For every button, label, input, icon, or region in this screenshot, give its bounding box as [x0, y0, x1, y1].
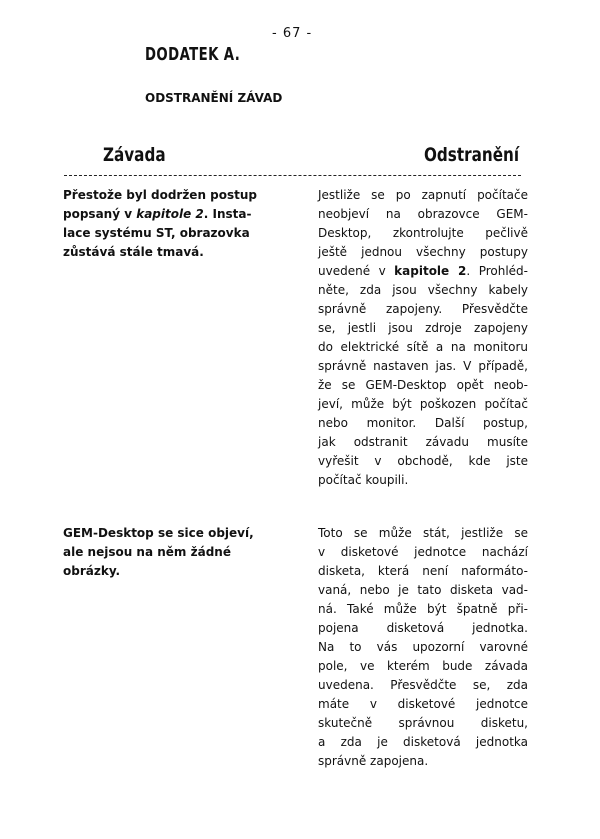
text-line: uvedené v kapitole 2. Prohléd- — [318, 264, 529, 278]
text-line: jeví, může být poškozen počítač — [318, 397, 528, 411]
text-line: správně nastaven jas. V případě, — [318, 359, 528, 373]
appendix-title: DODATEK A. — [145, 44, 241, 65]
text-line: počítač koupili. — [318, 473, 409, 487]
text-line: neobjeví na obrazovce GEM- — [318, 207, 528, 221]
page-number: - 67 - — [272, 26, 313, 41]
solution-cell-1 — [318, 186, 528, 490]
text-line: máte v disketové jednotce — [318, 697, 528, 711]
text-line: popsaný v kapitole 2. Insta- — [63, 207, 252, 221]
text-line: pojena disketová jednotka. — [318, 621, 528, 635]
text-line: skutečně správnou disketu, — [318, 716, 528, 730]
text-line: Desktop, zkontrolujte pečlivě — [318, 226, 528, 240]
text-line: nebo monitor. Další postup, — [318, 416, 528, 430]
text-line: disketa, která není naformáto- — [318, 564, 528, 578]
text-line: GEM-Desktop se sice objeví, — [63, 526, 254, 540]
text-line: lace systému ST, obrazovka — [63, 226, 250, 240]
problem-cell-2 — [63, 524, 268, 581]
dashed-divider — [64, 175, 521, 176]
text-line: a zda je disketová jednotka — [318, 735, 528, 749]
text-line: jak odstranit závadu musíte — [318, 435, 528, 449]
column-header-problem: Závada — [103, 144, 166, 166]
column-header-solution: Odstranění — [424, 144, 520, 166]
section-title: ODSTRANĚNÍ ZÁVAD — [145, 91, 283, 105]
solution-cell-2 — [318, 524, 528, 771]
text-line: pole, ve kterém bude závada — [318, 659, 528, 673]
text-line: něte, zda jsou všechny kabely — [318, 283, 528, 297]
text-line: obrázky. — [63, 564, 121, 578]
text-line: že se GEM-Desktop opět neob- — [318, 378, 528, 392]
text-line: ale nejsou na něm žádné — [63, 545, 231, 559]
text-line: vaná, nebo je tato disketa vad- — [318, 583, 528, 597]
text-line: Toto se může stát, jestliže se — [318, 526, 528, 540]
text-line: zůstává stále tmavá. — [63, 245, 204, 259]
text-line: Jestliže se po zapnutí počítače — [318, 188, 528, 202]
text-line: se, jestli jsou zdroje zapojeny — [318, 321, 528, 335]
text-line: správně zapojena. — [318, 754, 429, 768]
text-line: Přestože byl dodržen postup — [63, 188, 258, 202]
text-line: správně zapojeny. Přesvědčte — [318, 302, 528, 316]
text-line: uvedena. Přesvědčte se, zda — [318, 678, 528, 692]
text-line: v disketové jednotce nachází — [318, 545, 528, 559]
text-line: Na to vás upozorní varovné — [318, 640, 528, 654]
text-line: vyřešit v obchodě, kde jste — [318, 454, 528, 468]
text-line: ná. Také může být špatně při- — [318, 602, 528, 616]
text-line: do elektrické sítě a na monitoru — [318, 340, 528, 354]
text-line: ještě jednou všechny postupy — [318, 245, 528, 259]
problem-cell-1 — [63, 186, 268, 262]
